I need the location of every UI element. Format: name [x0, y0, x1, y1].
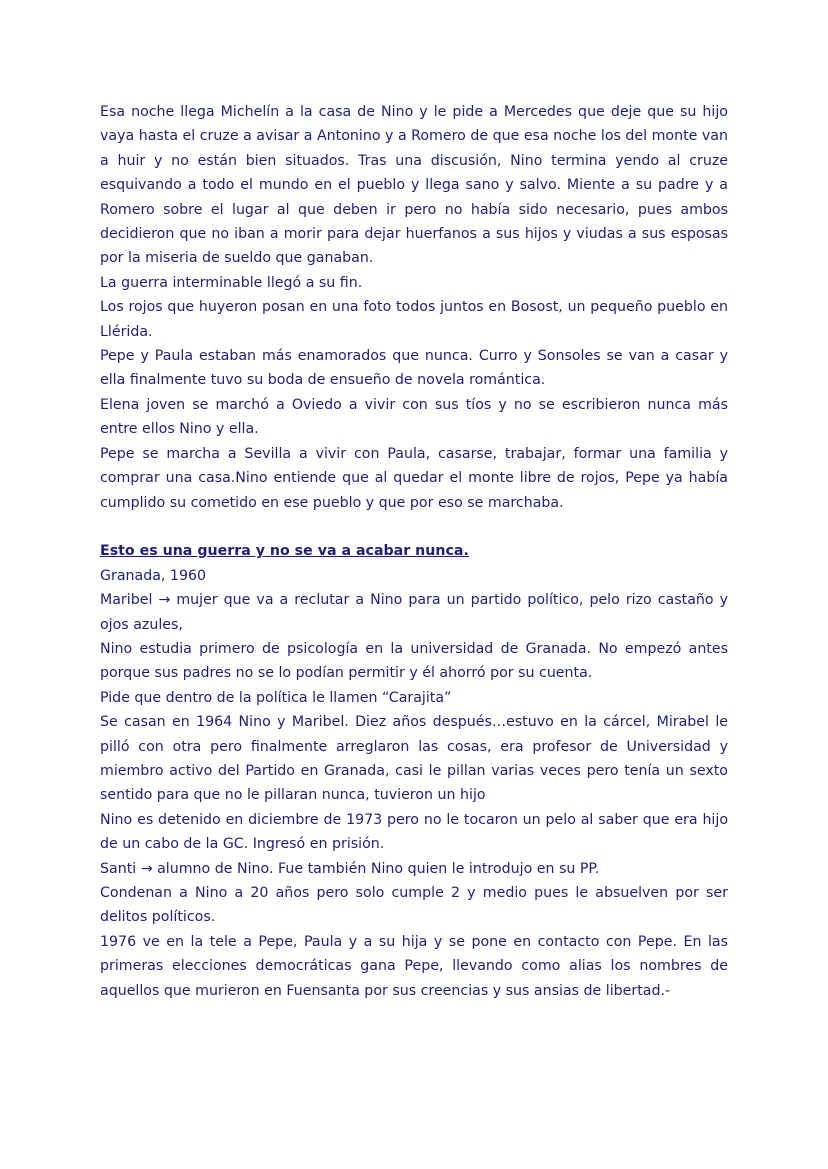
- paragraph-elections-1976: 1976 ve en la tele a Pepe, Paula y a su hija y se pone en contacto con Pepe. En las primeras elecciones democráticas gana Pepe, llevando como alias los nombres de aquellos que murieron en Fuensanta por sus creencias y sus ansias de libertad.-: [100, 933, 728, 999]
- paragraph-michelin-night: Esa noche llega Michelín a la casa de Nino y le pide a Mercedes que deje que su hijo vaya hasta el cruze a avisar a Antonino y a Romero de que esa noche los del monte van a huir y no están bien situados. Tras una discusión, Nino termina yendo al cruze esquivando a todo el mundo en el pueblo y llega sano y salvo. Miente a su padre y a Romero sobre el lugar al que deben ir pero no había sido necesario, pues ambos decidieron que no iban a morir para dejar huerfanos a sus hijos y viudas a sus esposas por la miseria de sueldo que ganaban.: [100, 104, 728, 267]
- document-page: [100, 100, 728, 1003]
- paragraph-maribel: Maribel → mujer que va a reclutar a Nino para un partido político, pelo rizo castaño y ojos azules,: [100, 592, 728, 633]
- paragraph-bosost-photo: Los rojos que huyeron posan en una foto todos juntos en Bosost, un pequeño pueblo en Llérida.: [100, 299, 728, 340]
- paragraph-elena-oviedo: Elena joven se marchó a Oviedo a vivir con sus tíos y no se escribieron nunca más entre ellos Nino y ella.: [100, 396, 728, 438]
- paragraph-santi: Santi → alumno de Nino. Fue también Nino quien le introdujo en su PP.: [100, 860, 600, 877]
- paragraph-granada-1960: Granada, 1960: [100, 567, 207, 584]
- paragraph-arrest-1973: Nino es detenido en diciembre de 1973 pero no le tocaron un pelo al saber que era hijo de un cabo de la GC. Ingresó en prisión.: [100, 811, 728, 853]
- paragraph-war-end: La guerra interminable llegó a su fin.: [100, 274, 363, 291]
- paragraph-gap: [100, 515, 728, 539]
- paragraph-carajita: Pide que dentro de la política le llamen “Carajita”: [100, 689, 452, 706]
- paragraph-pepe-sevilla: Pepe se marcha a Sevilla a vivir con Paula, casarse, trabajar, formar una familia y comprar una casa.Nino entiende que al quedar el monte libre de rojos, Pepe ya había cumplido su cometido en ese pueblo y que por eso se marchaba.: [100, 445, 728, 511]
- paragraph-pepe-paula: Pepe y Paula estaban más enamorados que nunca. Curro y Sonsoles se van a casar y ella finalmente tuvo su boda de ensueño de novela romántica.: [100, 348, 728, 389]
- paragraph-nino-university: Nino estudia primero de psicología en la universidad de Granada. No empezó antes porque sus padres no se lo podían permitir y él ahorró por su cuenta.: [100, 640, 728, 682]
- section-heading: Esto es una guerra y no se va a acabar nunca.: [100, 543, 469, 560]
- paragraph-wedding-1964: Se casan en 1964 Nino y Maribel. Diez años después…estuvo en la cárcel, Mirabel le pilló con otra pero finalmente arreglaron las cosas, era profesor de Universidad y miembro activo del Partido en Granada, casi le pillan varias veces pero tenía un sexto sentido para que no le pillaran nunca, tuvieron un hijo: [100, 714, 728, 804]
- paragraph-sentence: Condenan a Nino a 20 años pero solo cumple 2 y medio pues le absuelven por ser delitos políticos.: [100, 884, 728, 926]
